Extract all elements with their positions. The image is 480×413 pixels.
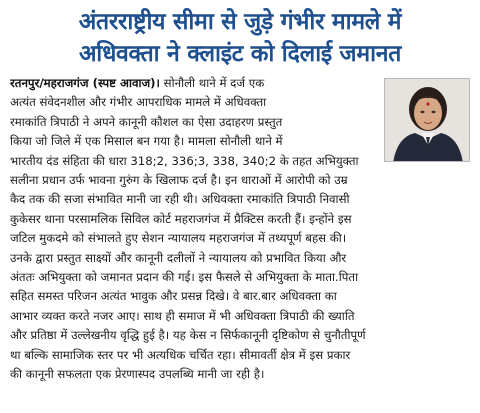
article-line: था बल्कि सामाजिक स्तर पर भी अत्यधिक चर्चित रहा। सीमावर्ती क्षेत्र में इस प्रकार [10, 347, 351, 362]
article-line: अंततः अभियुक्ता को जमानत प्रदान की गई। इस फैसले से अभियुक्ता के माता.पिता [10, 270, 359, 285]
advocate-photo [384, 78, 470, 162]
article-line: उनके द्वारा प्रस्तुत साक्ष्यों और कानूनी दलीलों ने न्यायालय को प्रभावित किया और [10, 250, 347, 265]
article-line: आभार व्यक्त करते नजर आए। साथ ही समाज में भी अधिवक्ता त्रिपाठी की ख्याति [10, 308, 355, 323]
headline-line-2: अधिवक्ता ने क्लाइंट को दिलाई जमानत [78, 41, 402, 67]
article-line: की कानूनी सफलता एक प्रेरणास्पद उपलब्धि मानी जा रही है। [10, 367, 265, 382]
article-line: जटिल मुकदमे को संभालते हुए सेशन न्यायालय महराजगंज में तथ्यपूर्ण बहस की। [10, 231, 347, 246]
article-line: रमाकांति त्रिपाठी ने अपने कानूनी कौशल का ऐसा उदाहरण प्रस्तुत [10, 114, 283, 129]
dateline: रतनपुर/महराजगंज (स्पष्ट आवाज)। [10, 76, 160, 90]
article-line: और प्रतिष्ठा में उल्लेखनीय वृद्धि हुई है। यह केस न सिर्फकानूनी दृष्टिकोण से चुनौतीपूर्ण [10, 328, 366, 343]
article-line: कैद तक की सजा संभावित मानी जा रही थी। अधिवक्ता रमाकांति त्रिपाठी निवासी [10, 192, 350, 207]
article-line: सहित समस्त परिजन अत्यंत भावुक और प्रसन्न दिखे। वे बार.बार अधिवक्ता का [10, 289, 337, 304]
article-line: भारतीय दंड संहिता की धारा 318;2, 336;3, 338, 340;2 के तहत अभियुक्ता [10, 153, 359, 168]
article-line: अत्यंत संवेदनशील और गंभीर आपराधिक मामले में अधिवक्ता [10, 95, 267, 110]
article-line: सलीना प्रधान उर्फ भावना गुरुंग के खिलाफ दर्ज है। इन धाराओं में आरोपी को उम्र [10, 173, 348, 188]
headline [10, 6, 470, 70]
portrait-image [385, 79, 470, 162]
article-line-text: सोनौली थाने में दर्ज एक [163, 76, 265, 90]
article-line: किया जो जिले में एक मिसाल बन गया है। मामला सोनौली थाने में [10, 134, 283, 149]
article-line: कुकेसर थाना परसामलिक सिविल कोर्ट महराजगंज में प्रैक्टिस करती हैं। इन्होंने इस [10, 211, 352, 226]
article-line [10, 74, 384, 93]
headline-line-1: अंतरराष्ट्रीय सीमा से जुड़े गंभीर मामले में [78, 9, 402, 35]
